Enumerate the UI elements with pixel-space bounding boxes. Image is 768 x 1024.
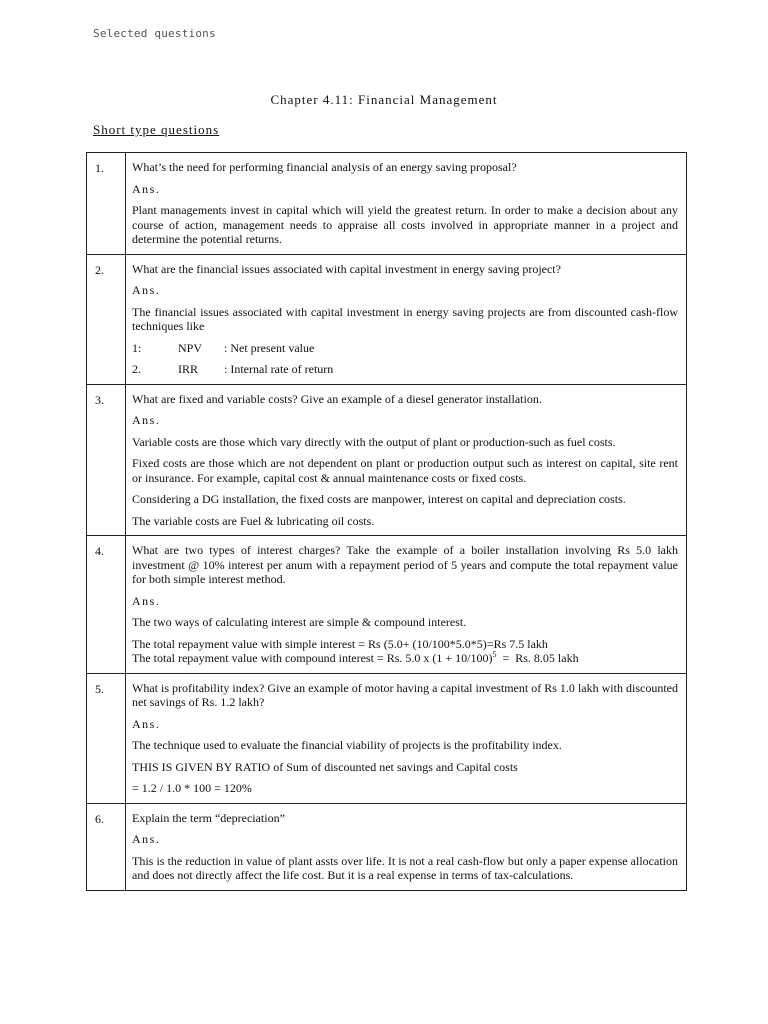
- item-abbreviation: NPV: [178, 340, 203, 355]
- section-title: Short type questions: [93, 122, 220, 137]
- question-number: 4.: [87, 536, 126, 674]
- question-cell: [126, 803, 687, 890]
- question-row: [87, 254, 687, 384]
- answer-text: THIS IS GIVEN BY RATIO of Sum of discounted net savings and Capital costs: [132, 759, 518, 774]
- question-number: 3.: [87, 384, 126, 536]
- question-cell: [126, 254, 687, 384]
- abbreviation-item: [132, 362, 678, 377]
- item-abbreviation: IRR: [178, 362, 199, 376]
- equation-result: = Rs. 8.05 lakh: [496, 651, 579, 665]
- item-index: 2.: [132, 362, 141, 376]
- answer-label: Ans.: [132, 413, 161, 427]
- item-index: 1:: [132, 340, 142, 355]
- answer-text: The two ways of calculating interest are simple & compound interest.: [132, 615, 467, 629]
- question-text: What is profitability index? Give an example of motor having a capital investment of Rs 1.0 lakh with discounted net savings of Rs. 1.2 lakh?: [132, 680, 678, 709]
- question-text: What are two types of interest charges? Take the example of a boiler installation involving Rs 5.0 lakh investment @ 10% interest per anum with a repayment period of 5 years and compute the total repayment value for both simple interest method.: [132, 543, 678, 586]
- answer-label: Ans.: [132, 181, 161, 196]
- questions-table: [86, 152, 687, 891]
- question-number: 5.: [87, 673, 126, 803]
- equation-base: The total repayment value with compound interest = Rs. 5.0 x (1 + 10/100): [132, 651, 493, 665]
- item-description: : Net present value: [224, 340, 315, 355]
- answer-text: Plant managements invest in capital which will yield the greatest return. In order to make a decision about any course of action, management needs to appraise all costs involved in appropriate manner in a project and determine the potential returns.: [132, 203, 678, 246]
- question-text: Explain the term “depreciation”: [132, 810, 285, 825]
- answer-text: Variable costs are those which vary directly with the output of plant or production-such as fuel costs.: [132, 434, 616, 449]
- question-row: [87, 384, 687, 536]
- answer-text: Considering a DG installation, the fixed costs are manpower, interest on capital and depreciation costs.: [132, 492, 626, 506]
- answer-label: Ans.: [132, 832, 161, 846]
- header-note: Selected questions: [93, 27, 216, 40]
- answer-formula: = 1.2 / 1.0 * 100 = 120%: [132, 781, 252, 795]
- question-text: What’s the need for performing financial analysis of an energy saving proposal?: [132, 160, 517, 174]
- answer-text: The variable costs are Fuel & lubricating oil costs.: [132, 513, 375, 528]
- question-number: 6.: [87, 803, 126, 890]
- question-cell: [126, 153, 687, 255]
- answer-label: Ans.: [132, 716, 161, 731]
- chapter-title: Chapter 4.11: Financial Management: [270, 92, 498, 107]
- answer-text: Fixed costs are those which are not dependent on plant or production output such as interest on capital, site rent or insurance. For example, capital cost & annual maintenance costs or fixed costs.: [132, 456, 678, 485]
- question-row: [87, 803, 687, 890]
- question-row: [87, 536, 687, 674]
- question-text: What are fixed and variable costs? Give an example of a diesel generator installation.: [132, 391, 542, 406]
- equation-exponent: 5: [492, 650, 497, 659]
- simple-interest-equation: The total repayment value with simple interest = Rs (5.0+ (10/100*5.0*5)=Rs 7.5 lakh: [132, 636, 548, 651]
- answer-label: Ans.: [132, 283, 161, 297]
- answer-label: Ans.: [132, 593, 161, 608]
- answer-text: The financial issues associated with capital investment in energy saving projects are from discounted cash-flow techniques like: [132, 304, 678, 333]
- question-number: 2.: [87, 254, 126, 384]
- question-row: [87, 673, 687, 803]
- question-number: 1.: [87, 153, 126, 255]
- question-text: What are the financial issues associated with capital investment in energy saving project?: [132, 261, 561, 276]
- item-description: : Internal rate of return: [224, 362, 334, 376]
- abbreviation-item: [132, 341, 678, 356]
- question-cell: [126, 673, 687, 803]
- question-cell: [126, 536, 687, 674]
- answer-text: This is the reduction in value of plant assts over life. It is not a real cash-flow but only a paper expense allocation and does not directly affect the life cost. But it is a real expense in terms of tax-calculations.: [132, 853, 678, 882]
- answer-text: The technique used to evaluate the financial viability of projects is the profitability index.: [132, 738, 562, 752]
- compound-interest-equation: [132, 651, 579, 665]
- question-row: [87, 153, 687, 255]
- question-cell: [126, 384, 687, 536]
